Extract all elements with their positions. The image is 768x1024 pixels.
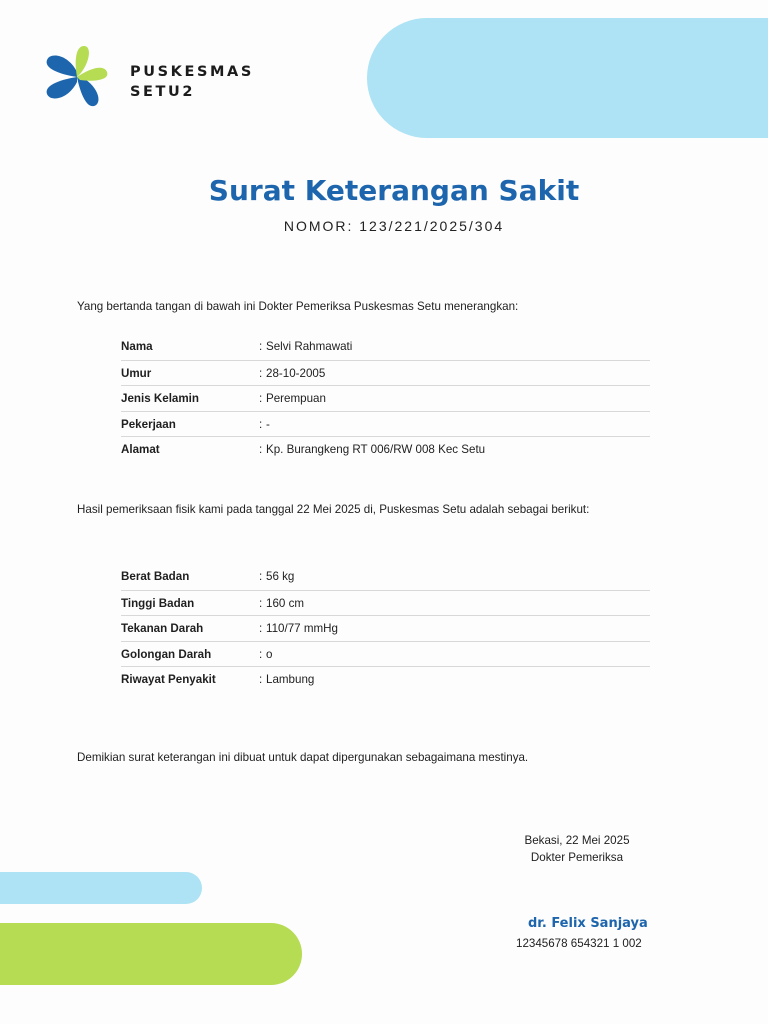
table-row: Nama : Selvi Rahmawati [121, 334, 650, 360]
row-value: - [266, 417, 270, 431]
row-label: Nama [121, 340, 153, 353]
intro-paragraph: Yang bertanda tangan di bawah ini Dokter Pemeriksa Puskesmas Setu menerangkan: [77, 300, 519, 313]
row-value: Perempuan [266, 392, 326, 406]
row-label: Pekerjaan [121, 417, 176, 431]
row-value: 110/77 mmHg [266, 622, 338, 636]
puskesmas-logo-icon [44, 44, 110, 110]
row-label: Riwayat Penyakit [121, 673, 216, 687]
doctor-name: dr. Felix Sanjaya [528, 916, 648, 931]
brand-line-2: SETU2 [130, 84, 196, 100]
table-row: Pekerjaan : - [121, 411, 650, 437]
decorative-green-bar [0, 923, 302, 985]
table-row: Alamat : Kp. Burangkeng RT 006/RW 008 Kec Setu [121, 436, 650, 462]
row-label: Umur [121, 366, 152, 380]
row-value: 56 kg [266, 570, 295, 583]
document-title: Surat Keterangan Sakit [208, 174, 580, 207]
closing-paragraph: Demikian surat keterangan ini dibuat untuk dapat dipergunakan sebagaimana mestinya. [77, 751, 529, 764]
brand-name [130, 62, 254, 102]
table-row: Tekanan Darah : 110/77 mmHg [121, 615, 650, 641]
row-value: Selvi Rahmawati [266, 340, 353, 353]
document-number: NOMOR: 123/221/2025/304 [283, 218, 505, 234]
row-value: 160 cm [266, 596, 305, 610]
table-row: Tinggi Badan : 160 cm [121, 590, 650, 616]
table-row: Golongan Darah : o [121, 641, 650, 667]
decorative-blue-bar [0, 872, 202, 904]
row-label: Golongan Darah [121, 647, 212, 661]
brand-line-1: PUSKESMAS [130, 64, 254, 80]
row-label: Tinggi Badan [121, 596, 195, 610]
row-value: 28-10-2005 [266, 366, 326, 380]
row-label: Tekanan Darah [121, 622, 204, 636]
patient-info-table [121, 334, 650, 462]
signature-block [487, 832, 667, 866]
doctor-id: 12345678 654321 1 002 [516, 937, 642, 950]
row-value: o [266, 647, 273, 661]
row-label: Alamat [121, 443, 160, 457]
place-date: Bekasi, 22 Mei 2025 [524, 834, 630, 847]
row-value: Lambung [266, 673, 315, 687]
exam-results-table [121, 564, 650, 692]
decorative-top-banner [367, 18, 768, 138]
table-row: Berat Badan : 56 kg [121, 564, 650, 590]
exam-intro-paragraph: Hasil pemeriksaan fisik kami pada tanggal 22 Mei 2025 di, Puskesmas Setu adalah sebagai berikut: [77, 503, 590, 516]
row-label: Jenis Kelamin [121, 392, 199, 406]
table-row: Jenis Kelamin : Perempuan [121, 385, 650, 411]
table-row: Umur : 28-10-2005 [121, 360, 650, 386]
row-label: Berat Badan [121, 570, 190, 583]
row-value: Kp. Burangkeng RT 006/RW 008 Kec Setu [266, 443, 486, 457]
table-row: Riwayat Penyakit : Lambung [121, 666, 650, 692]
signer-role: Dokter Pemeriksa [530, 851, 624, 864]
